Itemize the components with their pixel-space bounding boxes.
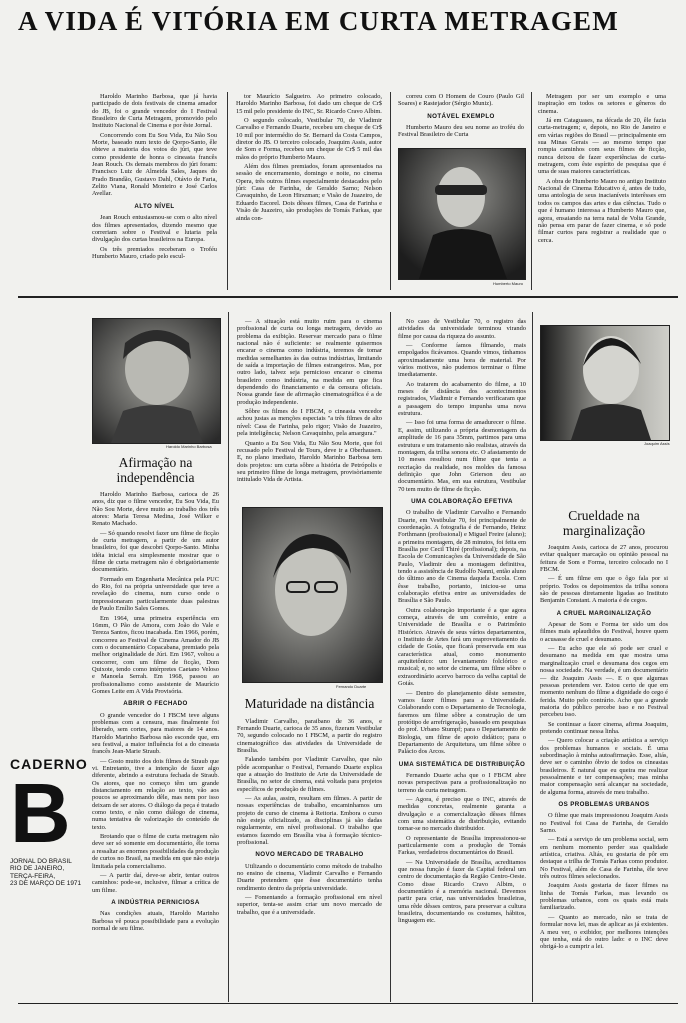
paragraph: — Gosto muito dos dois filmes de Straub que vi. Entretanto, tive a intenção de fazer algo diferente, abrindo a estrutura fechada de Straub. Os atores, que no começo têm um grande distanciamento em relação ao texto, vão aos poucos se aproximando dêle, mas nem por isso deixam de ser atores. O diálogo da peça é tratado como texto, e não como diálogo de cinema, numa tentativa de valorização do conteúdo de texto. — [92, 757, 219, 831]
left-article-column — [92, 452, 219, 997]
paragraph: Formado em Engenharia Mecânica pela PUC do Rio, foi na própria universidade que teve a revelação do cinema, num curso onde o impressionaram particularmente duas palestras de Paulo Emílio Sales Gomes. — [92, 575, 219, 613]
paragraph: Outra colaboração importante é a que agora começa, através de um convênio, entre a Universidade de Brasília e o Patrimônio Histórico. Através de seus vários departamentos, o Instituto de Artes fará um reaproveitamento da cidade de Goiás, que ficará preservada em sua característica atual, como monumento arquitetônico: um levantamento folclórico e musical; e, no setor de cinema, um filme sôbre o extraordinário acervo barroco da velha capital de Goiás. — [398, 606, 526, 688]
paragraph: — Agora, é preciso que o INC, através de medidas concretas, realmente garanta a divulgação e a comercialização dêsses filmes com uma sistemática de distribuição, evitando tornar-se no mercado distribuidor. — [398, 795, 526, 833]
paragraph: Falando também por Vladimir Carvalho, que não pôde acompanhar o Festival, Fernando Duarte explica que a atuação do Instituto de Arte da Universidade de Brasília, no setor de cinema, está voltada para projetos específicos de produção de filmes. — [237, 756, 382, 793]
paragraph: Já em Cataguases, na década de 20, êle fazia curta-metragem; e, depois, no Rio de Janeiro e em várias regiões do Brasil — principalmente em sua Minas Gerais — ao mesmo tempo que rompia caminhos com seus filmes de ficção, nunca deixou de fazer experiências de curta-metragem, com êste espírito de pesquisa que é uma de suas maiores características. — [538, 117, 666, 176]
subheading: ALTO NÍVEL — [134, 202, 175, 210]
paragraph: A obra de Humberto Mauro no antigo Instituto Nacional de Cinema Educativo é, antes de tudo, uma antologia de seus inacianíveis interêsses em todos os campos das artes e das ciências. Tudo o que é humano interessa a Humberto Mauro que, agora, ensaiando na terra natal de Volta Grande, não pensa em parar de fazer cinema, e só pode filmar curtos para registrar a realidade que o cerca. — [538, 177, 666, 244]
paragraph: O grande vencedor do I FBCM teve alguns problemas com a censura, mas finalmente foi liberado, sem cortes, para maiores de 14 anos. Haroldo Marinho Barbosa não esconde que, em seu festival, a maior influência foi a do cineasta francês Jean-Marie Straub. — [92, 711, 219, 756]
portrait-image — [243, 508, 382, 682]
portrait-image — [399, 149, 525, 279]
top-column-3 — [398, 93, 524, 153]
subheading: ABRIR O FECHADO — [123, 700, 188, 708]
photo-caption: Fernando Duarte — [336, 684, 367, 689]
paragraph: — Só quando resolvi fazer um filme de ficção de curta metragem, a partir de um autor brasileiro, foi que descobri Qorpo-Santo. Minha idéia inicial era simplesmente mostrar que o filme de curta metragem não é obrigatòriamente documentário. — [92, 529, 219, 574]
paragraph: Além dos filmes premiados, foram apresentados na sessão de encerramento, domingo e noite, no cinema Opera, três outros filmes especialmente destacados pelo júri: Casa de Farinha, de Geraldo Sarno; Nelson Cavaquinho, de Leon Hirszman; e Visão de Juazeiro, de Eduardo Escorel. Dois dêsses filmes, Casa de Farinha e Visão de Juazeiro, são produções de Tomás Farkas, que ainda con- — [236, 163, 382, 222]
photo-caption: Joaquim Assis — [644, 441, 670, 446]
paragraph: Em 1964, uma primeira experiência em 16mm, O Pão de Amora, com João do Vale e Tereza Santos, ficou inacabada. Em 1966, porém, concorreu ao Festival de Cinema Amador do JB com o documentário Copacabana, premiado pela melhor originalidade de Júri. Em 1967, voltou a concorrer, com um filme de ficção, Dom Quixote, tendo como intérpretes Caetano Veloso e Manoela Serrah. Em 1968, passou ao profissionalismo como assistente de Maurício Gomes Leite em A Vida Provisória. — [92, 614, 219, 695]
bottom-rule — [18, 1003, 678, 1004]
top-column-1 — [92, 93, 217, 291]
paragraph: Nas condições atuais, Haroldo Marinho Barbosa vê pouca possibilidade para a evolução normal de seu filme. — [92, 910, 219, 932]
portrait-image — [93, 319, 220, 443]
photo-joaquim-assis — [540, 325, 670, 441]
top-column-2 — [236, 93, 382, 291]
column-divider — [228, 312, 229, 1002]
caderno-label: CADERNO — [10, 756, 88, 772]
photo-caption: Haroldo Marinho Barbosa — [166, 444, 212, 449]
paragraph: — As aulas, assim, resultam em filmes. A partir de nossas experiências de trabalho, encaminhamos um projeto de curso de cinema à Reitoria. Embora o curso não esteja oficializado, as disciplinas já são dadas regularmente, em nível profissional. O trabalho que estamos fazendo em Brasília visa à formação técnico-profissional. — [237, 794, 382, 846]
paragraph: — Está a serviço de um problema social, sem em nenhum momento perder sua qualidade artística, criativa. Aliás, eu gostaria de pôr em destaque a trilha de Tomás Farkas como produtor. No Festival, além de Casa de Farinha, êle teve três outros filmes selecionados. — [540, 836, 668, 881]
paragraph: — Quero colocar a criação artística a serviço dos problemas humanos e sociais. É uma subordinação à minha autoafirmação. Esse, aliás, deve ser o caminho óbvio de todos os cineastas brasileiros. É natural que eu queira me realizar pessoalmente e ter compensações; mas minha maior compensação será alcançar na sociedade, de alguma forma, através de meu trabalho. — [540, 737, 668, 796]
caderno-b-logo — [10, 756, 88, 888]
paragraph: — A situação está muito ruim para o cinema profissional de curta ou longa metragem, devido ao problema da exibição. Reservar mercado para o filme nacional não é suficiente: se realmente quisermos encarar o cinema como indústria, teremos de tomar medidas semelhantes às das outras indústrias, limitando de saída a importação de filmes estrangeiros. Mas, por outro lado, talvez seja pernicioso encarar o cinema brasileiro como indústria, na medida em que fica dependendo do financiamento e da censura oficiais. Nossa grande fase de afirmação cinematográfica é a de produção independente. — [237, 318, 382, 406]
paragraph: Jean Rouch entusiasmou-se com o alto nível dos filmes apresentados, dizendo mesmo que correriam sobre o Festival e lutaria pela divulgação dos curtas brasileiros na Europa. — [92, 214, 217, 244]
top-column-4 — [538, 93, 666, 291]
photo-caption: Humberto Mauro — [493, 281, 524, 286]
column-divider — [227, 92, 228, 290]
paragraph: — Eu acho que ele só pode ser cruel e desumano na medida em que mostra uma marginalização cruel e desumana dos cegos em nossa sociedade. Na verdade, é um documentário — diz Joaquim Assis —. E o que algumas pessoas pretendem ver. Estou certo de que em momento nenhum do filme a dignidade do cego é ferida. Muito pelo contrário. Acho que a grande maioria do público percebe isso e no Festival percebeu isso. — [540, 645, 668, 719]
paragraph: Joaquim Assis, carioca de 27 anos, procurou evitar qualquer marcação ou opinião pessoal na feitura de Som e Forma, terceiro colocado no I FBCM. — [540, 544, 668, 574]
photo-humberto-mauro — [398, 148, 526, 280]
article-title: Afirmação na independência — [116, 455, 195, 485]
article-title: Maturidade na distância — [244, 696, 375, 711]
subheading: UMA COLABORAÇÃO EFETIVA — [411, 497, 513, 505]
paragraph: Quanto a Eu Sou Vida, Eu Não Sou Morte, que foi recusado pelo Festival de Tours, deve ir a Oberhausen. E, no plano imediato, Haroldo Marinho Barbosa tem dois projetos: um curta sôbre a história de Petrópolis e seu primeiro filme de longa metragem, provisòriamente intitulado Vida de Artista. — [237, 439, 382, 484]
city: RIO DE JANEIRO, — [10, 865, 65, 873]
subheading: OS PROBLEMAS URBANOS — [558, 801, 650, 808]
section-letter: B — [10, 766, 71, 860]
subheading: UMA SISTEMÁTICA DE DISTRIBUIÇÃO — [398, 760, 526, 768]
portrait-image — [541, 326, 669, 440]
paragraph: O filme que mais impressionou Joaquim Assis no Festival foi Casa de Farinha, de Geraldo Sarno. — [540, 812, 668, 835]
weekday: TERÇA-FEIRA, — [10, 872, 56, 880]
paragraph: Concorrendo com Eu Sou Vida, Eu Não Sou Morte, baseado num texto de Qorpo-Santo, êle obteve a maioria dos votos do júri, que teve como presidente de honra o cineasta francês Jean Rouch. Os demais membros do júri foram: Francisco Luiz de Almeida Sales, Jaques do Prado Brandão, Gustavo Dahl, Otávio de Faria, Zelito Viana, Ronald Monteiro e José Carlos Avellar. — [92, 131, 217, 198]
paragraph: Se continuar a fazer cinema, afirma Joaquim, pretendo continuar nessa linha. — [540, 720, 668, 735]
paragraph: correu com O Homem de Couro (Paulo Gil Soares) e Rastejador (Sérgio Muniz). — [398, 93, 524, 108]
paragraph: O representante de Brasília impressionou-se particularmente com a produção de Tomás Farkas, verdadeiros documentários do Brasil. — [398, 834, 526, 857]
column-divider — [531, 92, 532, 290]
paragraph: Metragem por ser um exemplo e uma inspiração em todos os setores e gêneros do cinema. — [538, 93, 666, 115]
paragraph: No caso de Vestibular 70, o registro das atividades da universidade terminou virando filme por causa da riqueza do assunto. — [398, 318, 526, 340]
paragraph: — Fomentando a formação profissional em nível superior, tenta-se assim criar um novo mercado de trabalho, que é a universidade. — [237, 894, 382, 916]
paragraph: Joaquim Assis gostaria de fazer filmes na linha de Tomás Farkas, mas levando os problemas urbanos, com os quais está mais familiarizado. — [540, 882, 668, 912]
paragraph: Haroldo Marinho Barbosa, que já havia participado de dois festivais de cinema amador do JB, foi o grande vencedor do I Festival Brasileiro de Curta Metragem, promovido pelo Instituto Nacional de Cinema e por êste Jornal. — [92, 93, 217, 130]
paragraph: O trabalho de Vladimir Carvalho e Fernando Duarte, em Vestibular 70, foi principalmente de coordenação. A fotografia é de Fernando, Heinz Forthmann (profissional) e Miguel Freire (aluno); a primeira montagem, de 28 minutos, foi feita em Brasília por Cecil Thiré (profissional); depois, na Escola de Comunicações da Universidade de São Paulo, Vladimir deu a montagem definitiva, tendo a assistência de Rudolfo Nanni, então aluno do último ano de Cinema daquela Escola. Com êsse trabalho, portanto, iniciou-se uma colaboração efetiva entre as universidades de Brasília e São Paulo. — [398, 509, 526, 605]
paragraph: Apesar de Som e Forma ter sido um dos filmes mais aplaudidos do Festival, houve quem o acusasse de cruel e desumano. — [540, 621, 668, 643]
paragraph: — Isso foi uma forma de amadurecer o filme. E, assim, utilizando a própria desmontagem da amplitude de 16 para 35mm, partimos para uma estrutura e um tratamento não realistas, através da montagem, da trilha sonora etc. O afastamento de 10 meses resultou num filme que tenta a recriação da realidade, nos moldes da famosa definição que John Grierson deu ao documentário. Mas, em sua estrutura, Vestibular 70 tem muito de filme de ficção. — [398, 419, 526, 493]
third-article-column — [398, 318, 526, 998]
paragraph: — É um filme em que o ôgo fala por si próprio. Todos os depoimentos da trilha sonora são de pessoas diretamente ligadas ao Instituto Benjamin Constant. A maioria é de cegos. — [540, 575, 668, 605]
paragraph: Ao tratarem do acabamento do filme, a 10 meses de distância dos acontecimentos registrados, Vladimir e Fernando verificaram que a passagem do tempo impunha uma nova estrutura. — [398, 380, 526, 418]
paragraph: tor Maurício Salgueiro. Ao primeiro colocado, Haroldo Marinho Barbosa, foi dado um cheque de Cr$ 15 mil pelo presidente do INC, Sr. Ricardo Cravo Albim. — [236, 93, 382, 115]
column-divider — [390, 92, 391, 290]
paragraph: — Conforme íamos filmando, mais empolgados ficávamos. Quando vimos, tínhamos aproximadamente uma hora de material. Por vários motivos, não pudemos terminar o filme imediatamente. — [398, 342, 526, 379]
right-article-column — [540, 505, 668, 998]
paragraph: Haroldo Marinho Barbosa, carioca de 26 anos, diz que o filme vencedor, Eu Sou Vida, Eu Não Sou Morte, deve muito ao trabalho dos três atores: Maria Teresa Medina, José Wilker e Renato Machado. — [92, 491, 219, 528]
middle-column-top — [237, 318, 382, 504]
newspaper-name: JORNAL DO BRASIL — [10, 858, 72, 865]
article-title: Crueldade na marginalização — [562, 508, 646, 538]
paragraph: — Dentro do planejamento dêste semestre, vamos fazer filmes para a Universidade. Colaborando com o Departamento de Tecnologia, faremos um filme sôbre a construção de um protótipo de arrefrigeração, baseado em pesquisas do prof. Urbano Stumpf; para o Departamento de Biologia, um filme de apoio didático; para o Departamento de Arquitetura, um filme sôbre o Palácio dos Arcos. — [398, 689, 526, 756]
subheading: A CRUEL MARGINALIZAÇÃO — [556, 609, 652, 617]
paragraph: Os três premiados receberam o Troféu Humberto Mauro, criado pelo escul- — [92, 245, 217, 260]
subheading: NOVO MERCADO DE TRABALHO — [255, 851, 364, 859]
date: 23 DE MARÇO DE 1971 — [10, 880, 82, 888]
paragraph: Brotando que o filme de curta metragem não deve ser só somente em documentário, êle torna a ressaltar as enormes possibilidades da produção de curtos no Brasil, na medida em que não esteja limitada pela comercialismo. — [92, 833, 219, 870]
page-headline: A VIDA É VITÓRIA EM CURTA METRAGEM — [18, 6, 619, 36]
column-divider — [532, 312, 533, 1002]
paragraph: Vladimir Carvalho, paraibano de 36 anos, e Fernando Duarte, carioca de 35 anos, fizeram Vestibular 70, segundo colocado no I FBCM, a partir do registro cinematográfico das atividades da Universidade de Brasília. — [237, 717, 382, 754]
paragraph: Sôbre os filmes do I FBCM, o cineasta vencedor achou justas as menções especiais "a três filmes de alto nível: Casa de Farinha, pelo rigor; Visão de Juazeiro, pela inteligência; Nelson Cavaquinho, pela amargura." — [237, 408, 382, 438]
middle-article-column — [237, 693, 382, 993]
paragraph: O segundo colocado, Vestibular 70, de Vladimir Carvalho e Fernando Duarte, recebeu um cheque de Cr$ 10 mil por intermédio do Sr. Bernard da Costa Campos, diretor do JB. O terceiro colocado, Joaquim Assis, autor de Som e Forma, recebeu um cheque de Cr$ 5 mil das mãos do próprio Humberto Mauro. — [236, 117, 382, 161]
paragraph: Fernando Duarte acha que o I FBCM abre novas perspectivas para a profissionalização no terreno da curta metragem. — [398, 771, 526, 794]
subheading: A INDÚSTRIA PERNICIOSA — [111, 898, 200, 906]
photo-fernando-duarte — [242, 507, 383, 683]
paragraph: Humberto Mauro deu seu nome ao troféu do Festival Brasileiro de Curta — [398, 124, 524, 139]
paragraph: — Quanto ao mercado, não se trata de formular nova lei, mas de aplicar as já existentes. A meu ver, o exibidor, por melhores intenções que tenha, está do outro lado: e o INC deve obrigá-lo a cumprir a lei. — [540, 913, 668, 951]
section-divider — [18, 296, 678, 298]
paragraph: — A partir daí, deve-se abrir, tentar outros caminhos: pode-se, inclusive, filmar a crítica de um filme. — [92, 871, 219, 894]
subheading: NOTÁVEL EXEMPLO — [427, 112, 495, 120]
paragraph: — Na Universidade de Brasília, acreditamos que nossa função é fazer da Capital federal um centro de documentação da Região Centro-Oeste. Como disse Ricardo Cravo Albim, o documentário é a memória nacional. Devemos partir para criar, nas universidades brasileiras, uma rêde dêsses centros, para preservar a cultura brasileira, documentando os costumes, hábitos, linguagem etc. — [398, 858, 526, 925]
photo-haroldo-marinho-barbosa — [92, 318, 221, 444]
column-divider — [390, 312, 391, 1002]
paragraph: Utilizando o documentário como método de trabalho no ensino de cinema, Vladimir Carvalho e Fernando Duarte pretendem que êsse documentário tenha rendimento dentro da própria universidade. — [237, 862, 382, 892]
